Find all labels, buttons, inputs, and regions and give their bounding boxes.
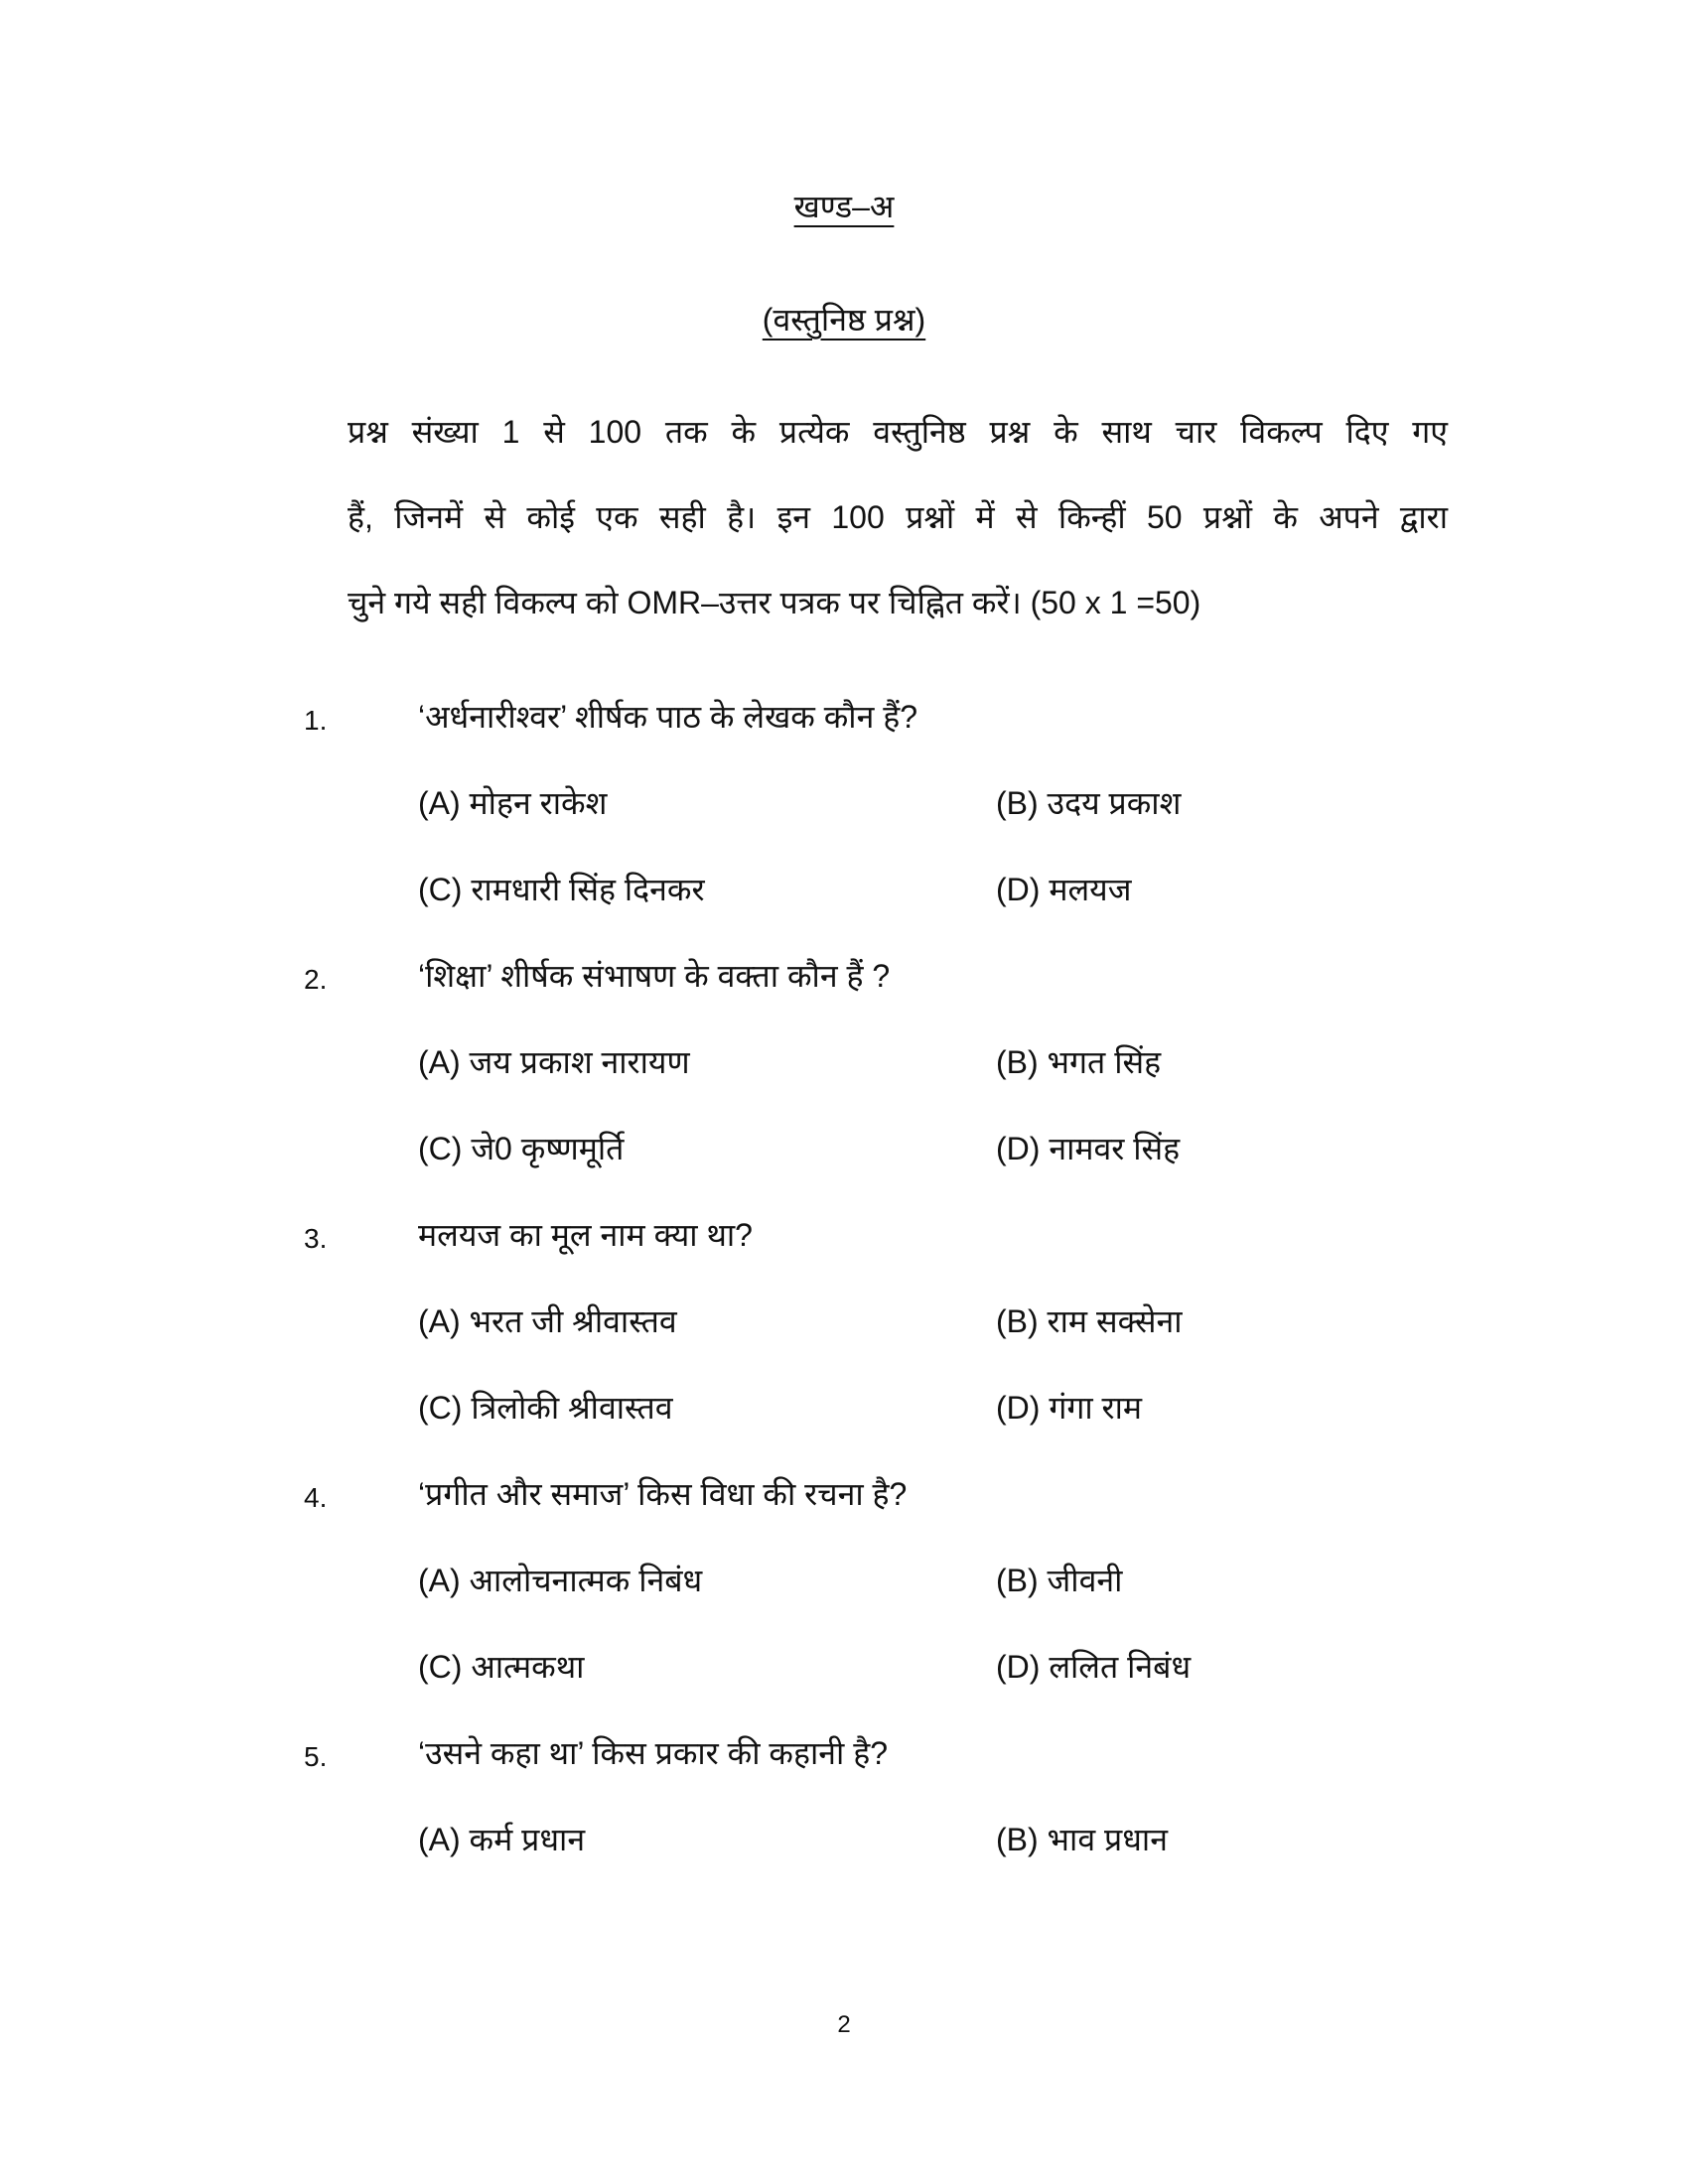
answer-option: (D) मलयज	[996, 872, 1132, 907]
question-number: 1.	[304, 705, 328, 736]
answer-option: (B) जीवनी	[996, 1563, 1123, 1598]
answer-option: (A) आलोचनात्मक निबंध	[418, 1563, 703, 1598]
answer-option: (D) गंगा राम	[996, 1390, 1143, 1426]
section-title: खण्ड–अ	[793, 189, 895, 224]
answer-option: (A) भरत जी श्रीवास्तव	[418, 1303, 677, 1339]
answer-option: (C) त्रिलोकी श्रीवास्तव	[418, 1390, 673, 1426]
question-text: ‘अर्धनारीश्वर’ शीर्षक पाठ के लेखक कौन हैं?	[418, 699, 918, 735]
question-text: मलयज का मूल नाम क्या था?	[418, 1217, 753, 1253]
answer-option: (A) जय प्रकाश नारायण	[418, 1044, 690, 1080]
instruction-line: चुने गये सही विकल्प को OMR–उत्तर पत्रक पर चिह्नित करें। (50 x 1 =50)	[348, 585, 1201, 620]
page-number: 2	[837, 2011, 851, 2038]
answer-option: (C) जे0 कृष्णमूर्ति	[418, 1131, 625, 1166]
answer-option: (B) भाव प्रधान	[996, 1822, 1168, 1857]
question-text: ‘उसने कहा था’ किस प्रकार की कहानी है?	[418, 1735, 888, 1771]
answer-option: (B) उदय प्रकाश	[996, 785, 1182, 821]
question-number: 3.	[304, 1223, 328, 1254]
answer-option: (C) रामधारी सिंह दिनकर	[418, 872, 705, 907]
question-number: 4.	[304, 1482, 328, 1513]
answer-option: (A) कर्म प्रधान	[418, 1822, 586, 1857]
question-text: ‘प्रगीत और समाज’ किस विधा की रचना है?	[418, 1476, 908, 1512]
answer-option: (C) आत्मकथा	[418, 1649, 585, 1685]
question-number: 2.	[304, 964, 328, 995]
answer-option: (B) भगत सिंह	[996, 1044, 1162, 1080]
instruction-line: प्रश्न संख्या 1 से 100 तक के प्रत्येक वस्तुनिष्ठ प्रश्न के साथ चार विकल्प दिए गए	[348, 414, 1448, 450]
section-subtitle: (वस्तुनिष्ठ प्रश्न)	[762, 302, 926, 338]
answer-option: (D) ललित निबंध	[996, 1649, 1192, 1685]
question-number: 5.	[304, 1741, 328, 1772]
answer-option: (A) मोहन राकेश	[418, 785, 608, 821]
answer-option: (B) राम सक्सेना	[996, 1303, 1183, 1339]
instruction-line: हैं, जिनमें से कोई एक सही है। इन 100 प्रश्नों में से किन्हीं 50 प्रश्नों के अपने द्वारा	[348, 499, 1448, 535]
question-text: ‘शिक्षा’ शीर्षक संभाषण के वक्ता कौन हैं ?	[418, 958, 891, 994]
answer-option: (D) नामवर सिंह	[996, 1131, 1181, 1166]
